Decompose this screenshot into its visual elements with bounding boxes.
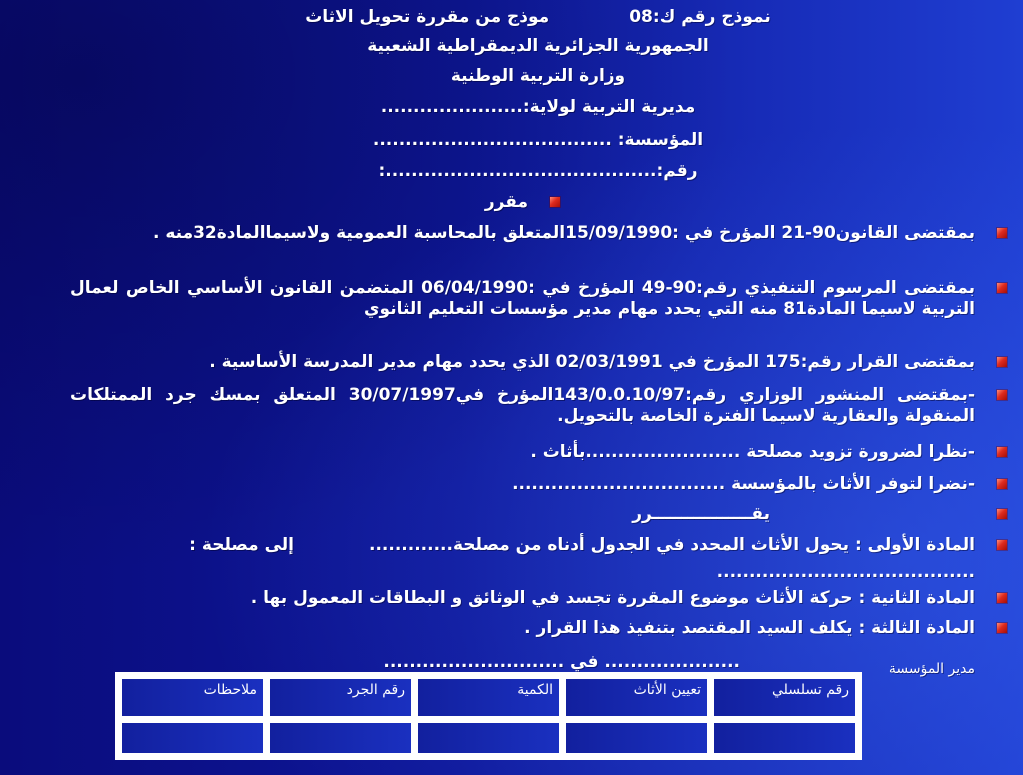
square-bullet-icon — [997, 447, 1007, 457]
furniture-table — [115, 672, 862, 760]
preamble-text: بمقتضى القرار رقم:175 المؤرخ في 02/03/1991 الذي يحدد مهام مدير المدرسة الأساسية . — [209, 352, 975, 372]
table-cell[interactable] — [566, 723, 707, 753]
article-first — [70, 535, 975, 555]
table-header-cell: رقم تسلسلي — [714, 679, 855, 716]
signer-title: مدير المؤسسة — [888, 661, 975, 677]
article-third-text: المادة الثالثة : يكلف السيد المقتصد بتنفيذ هذا القرار . — [524, 618, 975, 638]
table-cell[interactable] — [418, 723, 559, 753]
preamble-text: -نضرا لتوفر الأثاث بالمؤسسة ................................. — [512, 474, 975, 494]
decision-heading: مقرر — [484, 192, 528, 212]
form-heading-line — [138, 7, 938, 27]
preamble-item — [70, 385, 975, 427]
preamble-item — [70, 278, 975, 320]
table-header-cell: رقم الجرد — [270, 679, 411, 716]
article-first-destination: إلى مصلحة : — [189, 535, 294, 555]
preamble-item — [70, 442, 975, 462]
number-field: رقم:..........................................: — [378, 161, 698, 181]
table-cell[interactable] — [122, 723, 263, 753]
form-title: موذج من مقررة تحويل الاثاث — [305, 7, 550, 27]
ministry-name: وزارة التربية الوطنية — [450, 66, 626, 86]
table-cell[interactable] — [714, 723, 855, 753]
article-first-continuation: ........................................ — [716, 562, 975, 582]
table-header-cell: الكمية — [418, 679, 559, 716]
preamble-text: بمقتضى القانون90-21 المؤرخ في :15/09/1990المتعلق بالمحاسبة العمومية ولاسيماالمادة32منه . — [152, 223, 975, 243]
square-bullet-icon — [997, 479, 1007, 489]
preamble-item — [70, 474, 975, 494]
article-third — [70, 618, 975, 638]
decides-heading-item — [70, 504, 975, 524]
institution-field: المؤسسة: ..................................... — [372, 130, 704, 150]
place-and-date-line: ..................... في ............................ — [383, 652, 740, 672]
square-bullet-icon — [997, 390, 1007, 400]
article-second — [70, 588, 975, 608]
square-bullet-icon — [997, 357, 1007, 367]
square-bullet-icon — [997, 283, 1007, 293]
square-bullet-icon — [997, 509, 1007, 519]
table-header-cell: تعيين الأثاث — [566, 679, 707, 716]
square-bullet-icon — [997, 623, 1007, 633]
table-cell[interactable] — [270, 723, 411, 753]
square-bullet-icon — [997, 228, 1007, 238]
decides-heading: يقـــــــــــــــــرر — [632, 504, 770, 524]
table-header-cell: ملاحظات — [122, 679, 263, 716]
republic-name: الجمهورية الجزائرية الديمقراطية الشعبية — [367, 36, 709, 56]
form-number: نموذج رقم ك:08 — [629, 7, 771, 27]
square-bullet-icon — [997, 593, 1007, 603]
preamble-item — [70, 352, 975, 372]
article-second-text: المادة الثانية : حركة الأثاث موضوع المقررة تجسد في الوثائق و البطاقات المعمول بها . — [250, 588, 975, 608]
article-first-text: المادة الأولى : يحول الأثاث المحدد في الجدول أدناه من مصلحة............. — [369, 535, 975, 555]
preamble-text: -نظرا لضرورة تزويد مصلحة ........................بأثاث . — [530, 442, 975, 462]
preamble-text: -بمقتضى المنشور الوزاري رقم:143/0.0.10/97المؤرخ في30/07/1997 المتعلق بمسك جرد الممتلكات المنقولة والعقارية لاسيما الفترة الخاصة بالتحويل. — [70, 385, 975, 426]
square-bullet-icon — [550, 197, 560, 207]
preamble-item — [70, 223, 975, 243]
preamble-text: بمقتضى المرسوم التنفيذي رقم:90-49 المؤرخ في :06/04/1990 المتضمن القانون الأساسي الخاص لعمال التربية لاسيما المادة81 منه التي يحدد مهام مدير مؤسسات التعليم الثانوي — [70, 278, 975, 319]
directorate-field: مديرية التربية لولاية:...................... — [380, 97, 696, 117]
square-bullet-icon — [997, 540, 1007, 550]
